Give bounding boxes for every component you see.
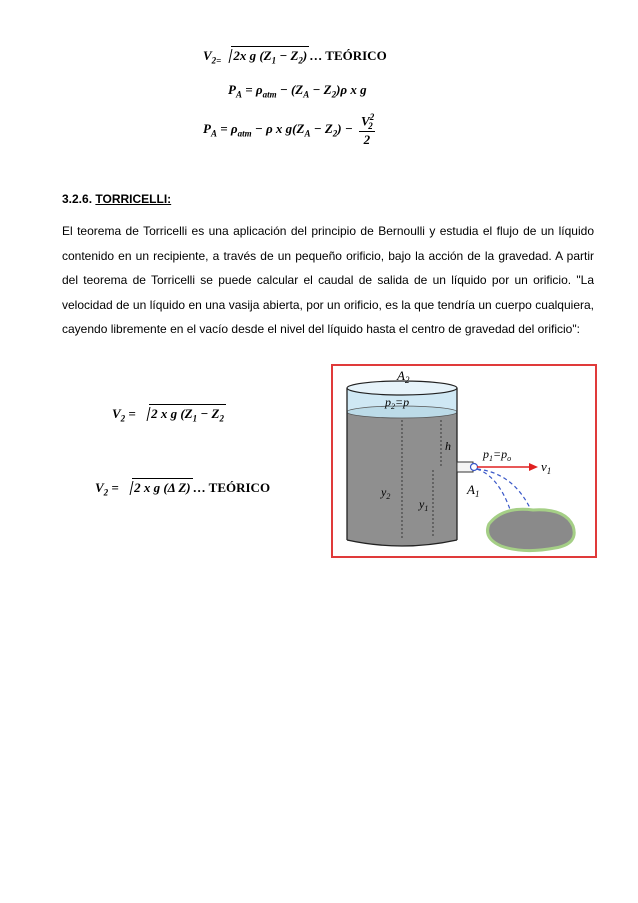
eq4-lhs: V bbox=[112, 406, 121, 421]
body-paragraph: El teorema de Torricelli es una aplicación del principio de Bernoulli y estudia el flujo de un líquido contenido en un recipiente, a través de un pequeño orificio, bajo la acción de la gravedad. A partir del teorema de Torricelli se puede calcular el caudal de salida de un líquido por un orificio. "La velocidad de un líquido en una vasija abierta, por un orificio, es la que tendría un cuerpo cualquiera, cayendo libremente en el vacío desde el nivel del líquido hasta el centro de gravedad del orificio": bbox=[62, 224, 594, 337]
section-number: 3.2.6. bbox=[62, 192, 93, 206]
eq2-z2-sub: 2 bbox=[331, 89, 337, 100]
label-p2: $p_2=p$ bbox=[385, 395, 410, 411]
equation-torricelli-delta bbox=[95, 478, 270, 498]
eq3-fraction bbox=[359, 112, 375, 148]
eq1-r-sub1: 1 bbox=[271, 55, 277, 66]
eq1-sqrt bbox=[221, 46, 309, 66]
equation-torricelli bbox=[112, 404, 226, 424]
section-heading bbox=[62, 192, 171, 206]
eq1-lhs-sub: 2= bbox=[211, 55, 222, 66]
container-bottom bbox=[347, 540, 457, 546]
label-p1: $p_1=p_o$ bbox=[483, 447, 512, 463]
label-y1: $y_1$ bbox=[419, 497, 429, 513]
eq3-rest3: ) − bbox=[337, 121, 357, 137]
label-h: h bbox=[445, 439, 451, 453]
eq4-r-mid: − Z bbox=[197, 406, 220, 421]
eq3-rest: − ρ x g(Z bbox=[251, 121, 305, 137]
eq3-den: 2 bbox=[363, 131, 371, 147]
eq1-lhs: V bbox=[203, 48, 212, 63]
label-a2: $A_2$ bbox=[397, 368, 410, 385]
eq3-num-sup: 2 bbox=[369, 112, 375, 122]
eq2-rest2: − Z bbox=[309, 82, 332, 97]
section-title: TORRICELLI: bbox=[95, 192, 172, 206]
eq1-r-sub2: 2 bbox=[298, 55, 303, 66]
eq5-lhs: V bbox=[95, 480, 104, 495]
ground-patch bbox=[488, 509, 575, 550]
equation-velocity-theoretical bbox=[203, 46, 387, 66]
eq2-lhs-sub: A bbox=[235, 89, 242, 100]
container-rim bbox=[347, 381, 457, 395]
eq4-r-sub1: 1 bbox=[192, 413, 198, 424]
eq3-z2-sub: 2 bbox=[332, 128, 338, 139]
label-y2: $y_2$ bbox=[381, 485, 391, 501]
eq5-radicand: 2 x g (Δ Z) bbox=[134, 480, 191, 495]
orifice-point bbox=[471, 464, 478, 471]
equation-pressure-a bbox=[228, 82, 367, 100]
eq3-z-sub: A bbox=[304, 128, 311, 139]
eq4-radicand: 2 x g (Z bbox=[151, 406, 193, 421]
label-a1: $A_1$ bbox=[467, 482, 480, 499]
eq2-rho-sub: atm bbox=[262, 89, 277, 100]
eq2-eq: = ρ bbox=[241, 82, 263, 97]
eq3-lhs: P bbox=[203, 121, 211, 137]
label-v1: $v_1$ bbox=[541, 459, 552, 476]
torricelli-figure bbox=[331, 364, 597, 558]
eq5-eq: = bbox=[108, 480, 123, 495]
eq3-rest2: − Z bbox=[310, 121, 333, 137]
eq3-num-sub: 2 bbox=[368, 120, 373, 131]
eq1-r-mid: − Z bbox=[276, 48, 299, 63]
eq1-tail: … TEÓRICO bbox=[309, 48, 387, 63]
eq2-lhs: P bbox=[228, 82, 236, 97]
eq5-sqrt bbox=[122, 478, 193, 496]
eq5-lhs-sub: 2 bbox=[103, 487, 109, 498]
eq3-rho-sub: atm bbox=[237, 128, 252, 139]
eq2-z-sub: A bbox=[303, 89, 310, 100]
eq2-rest: − (Z bbox=[276, 82, 304, 97]
eq4-r-sub2: 2 bbox=[219, 413, 224, 424]
jet-arrow-head bbox=[529, 463, 538, 471]
eq3-num: V bbox=[361, 113, 370, 129]
eq4-sqrt bbox=[139, 404, 226, 424]
eq4-eq: = bbox=[125, 406, 140, 421]
eq4-lhs-sub: 2 bbox=[120, 413, 126, 424]
eq1-r-end: ) bbox=[302, 48, 308, 63]
eq3-lhs-sub: A bbox=[210, 128, 217, 139]
eq5-tail: … TEÓRICO bbox=[192, 480, 271, 495]
torricelli-diagram bbox=[333, 366, 595, 556]
eq3-eq: = ρ bbox=[216, 121, 238, 137]
eq2-rest3: )ρ x g bbox=[336, 82, 367, 97]
equation-pressure-a-full bbox=[203, 112, 375, 148]
eq1-radicand: 2x g (Z bbox=[233, 48, 272, 63]
